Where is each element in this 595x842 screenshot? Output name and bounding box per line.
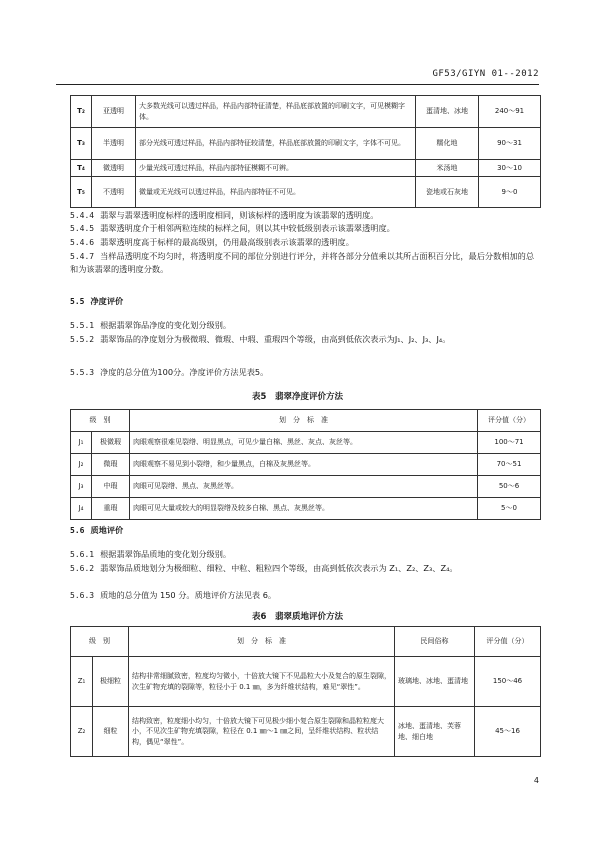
- page-number: 4: [533, 776, 539, 785]
- texture-table: [70, 626, 541, 757]
- table-header-row: [71, 410, 541, 432]
- score-range: 45～16: [475, 707, 541, 757]
- table-header-row: [71, 627, 541, 657]
- transparency-table-continued: [70, 95, 541, 208]
- grade-code: T₄: [71, 160, 92, 177]
- clause-5-5-1: 5.5.1 根据翡翠饰品净度的变化划分级别。: [70, 320, 232, 330]
- column-header: 评分值（分）: [475, 627, 541, 657]
- column-header: 级 别: [71, 627, 129, 657]
- table5-caption: 表5 翡翠净度评价方法: [252, 392, 343, 402]
- score-range: 90～31: [479, 128, 541, 160]
- table6-caption: 表6 翡翠质地评价方法: [252, 612, 343, 622]
- grade-code: T₂: [71, 96, 92, 128]
- section-heading-5-6: 5.6 质地评价: [70, 525, 124, 535]
- grade-description: 结构致密，粒度细小均匀，十倍放大镜下可见极少细小复合原生裂隙和晶粒粒度大小，不见次生矿物充填裂隙，粒径在 0.1 ㎜～1 ㎜之间，呈纤维状结构、粒状结构，偶见“翠性”。: [129, 707, 395, 757]
- table-row: [71, 160, 541, 177]
- score-range: 5～0: [478, 498, 541, 520]
- grade-description: 结构非常细腻致密，粒度均匀微小，十倍放大镜下不见晶粒大小及复合的原生裂隙，次生矿物充填的裂隙等，粒径小于 0.1 ㎜，多为纤维状结构，难见“翠性”。: [129, 657, 395, 707]
- clause-5-6-2: 5.6.2 翡翠饰品质地划分为极细粒、细粒、中粒、粗粒四个等级，由高到低依次表示为 Z₁、Z₂、Z₃、Z₄。: [70, 563, 458, 573]
- table-row: [71, 476, 541, 498]
- folk-name: 冰地、蛋清地、芙蓉地、细白地: [395, 707, 475, 757]
- grade-code: J₁: [71, 432, 92, 454]
- grade-description: 微量或无光线可以透过样品，样品内部特征不可见。: [136, 177, 416, 208]
- folk-name: 瓷地或石灰地: [416, 177, 479, 208]
- grade-name: 微透明: [92, 160, 136, 177]
- score-range: 100～71: [478, 432, 541, 454]
- grade-name: 亚透明: [92, 96, 136, 128]
- column-header: 评分值（分）: [478, 410, 541, 432]
- table-row: [71, 707, 541, 757]
- score-range: 240～91: [479, 96, 541, 128]
- clause-5-6-1: 5.6.1 根据翡翠饰品质地的变化划分级别。: [70, 549, 232, 559]
- table-row: [71, 177, 541, 208]
- grade-description: 部分光线可透过样品，样品内部特征较清楚，样品底部放置的印刷文字，字体不可见。: [136, 128, 416, 160]
- grade-code: Z₂: [71, 707, 93, 757]
- clause-5-4-7: 5.4.7 当样品透明度不均匀时，将透明度不同的部位分别进行评分，并将各部分分值乘以其所占面积百分比，最后分数相加的总和为该翡翠的透明度分数。: [70, 251, 535, 274]
- grade-description: 肉眼观察很难见裂绺、明显黑点，可见少量白棉、黑丝、灰点、灰丝等。: [130, 432, 478, 454]
- table-row: [71, 498, 541, 520]
- score-range: 9～0: [479, 177, 541, 208]
- clause-5-4-5: 5.4.5 翡翠透明度介于相邻两粒连续的标样之间，则以其中较低级别表示该翡翠透明度。: [70, 223, 395, 233]
- column-header: 划 分 标 准: [129, 627, 395, 657]
- grade-name: 微瑕: [92, 454, 130, 476]
- grade-name: 中瑕: [92, 476, 130, 498]
- clause-5-5-2: 5.5.2 翡翠饰品的净度划分为极微瑕、微瑕、中瑕、重瑕四个等级，由高到低依次表示为J₁、J₂、J₃、J₄。: [70, 334, 451, 344]
- folk-name: 玻璃地、冰地、蛋清地: [395, 657, 475, 707]
- grade-description: 大多数光线可以透过样品，样品内部特征清楚，样品底部放置的印刷文字，可见模糊字体。: [136, 96, 416, 128]
- grade-code: J₃: [71, 476, 92, 498]
- grade-description: 少量光线可透过样品，样品内部特征模糊不可辨。: [136, 160, 416, 177]
- grade-code: Z₁: [71, 657, 93, 707]
- grade-name: 半透明: [92, 128, 136, 160]
- grade-name: 细粒: [93, 707, 129, 757]
- table-row: [71, 96, 541, 128]
- table-row: [71, 432, 541, 454]
- column-header: 民间俗称: [395, 627, 475, 657]
- score-range: 150～46: [475, 657, 541, 707]
- grade-code: T₅: [71, 177, 92, 208]
- grade-name: 极细粒: [93, 657, 129, 707]
- grade-description: 肉眼可见裂绺、黑点、灰黑丝等。: [130, 476, 478, 498]
- grade-code: J₂: [71, 454, 92, 476]
- folk-name: 米汤地: [416, 160, 479, 177]
- grade-code: T₃: [71, 128, 92, 160]
- score-range: 30～10: [479, 160, 541, 177]
- grade-description: 肉眼可见大量或较大的明显裂绺及较多白棉、黑点、灰黑丝等。: [130, 498, 478, 520]
- clause-5-6-3: 5.6.3 质地的总分值为 150 分。质地评价方法见表 6。: [70, 590, 277, 600]
- header-rule: [56, 84, 539, 85]
- grade-name: 极微瑕: [92, 432, 130, 454]
- table-row: [71, 657, 541, 707]
- column-header: 划 分 标 准: [130, 410, 478, 432]
- folk-name: 糯化地: [416, 128, 479, 160]
- clarity-table: [70, 409, 541, 520]
- folk-name: 蛋清地、冰地: [416, 96, 479, 128]
- grade-description: 肉眼观察不易见到小裂绺，和少量黑点，白棉及灰黑丝等。: [130, 454, 478, 476]
- grade-code: J₄: [71, 498, 92, 520]
- table-row: [71, 454, 541, 476]
- score-range: 50～6: [478, 476, 541, 498]
- clause-5-4-4: 5.4.4 翡翠与翡翠透明度标样的透明度相同，则该标样的透明度为该翡翠的透明度。: [70, 210, 379, 220]
- score-range: 70～51: [478, 454, 541, 476]
- column-header: 级 别: [71, 410, 130, 432]
- clause-5-4-6: 5.4.6 翡翠透明度高于标样的最高级别，仍用最高级别表示该翡翠的透明度。: [70, 237, 354, 247]
- document-code: GF53/GIYN 01--2012: [432, 69, 539, 79]
- grade-name: 重瑕: [92, 498, 130, 520]
- section-heading-5-5: 5.5 净度评价: [70, 296, 124, 306]
- clause-5-5-3: 5.5.3 净度的总分值为100分。净度评价方法见表5。: [70, 367, 269, 377]
- grade-name: 不透明: [92, 177, 136, 208]
- table-row: [71, 128, 541, 160]
